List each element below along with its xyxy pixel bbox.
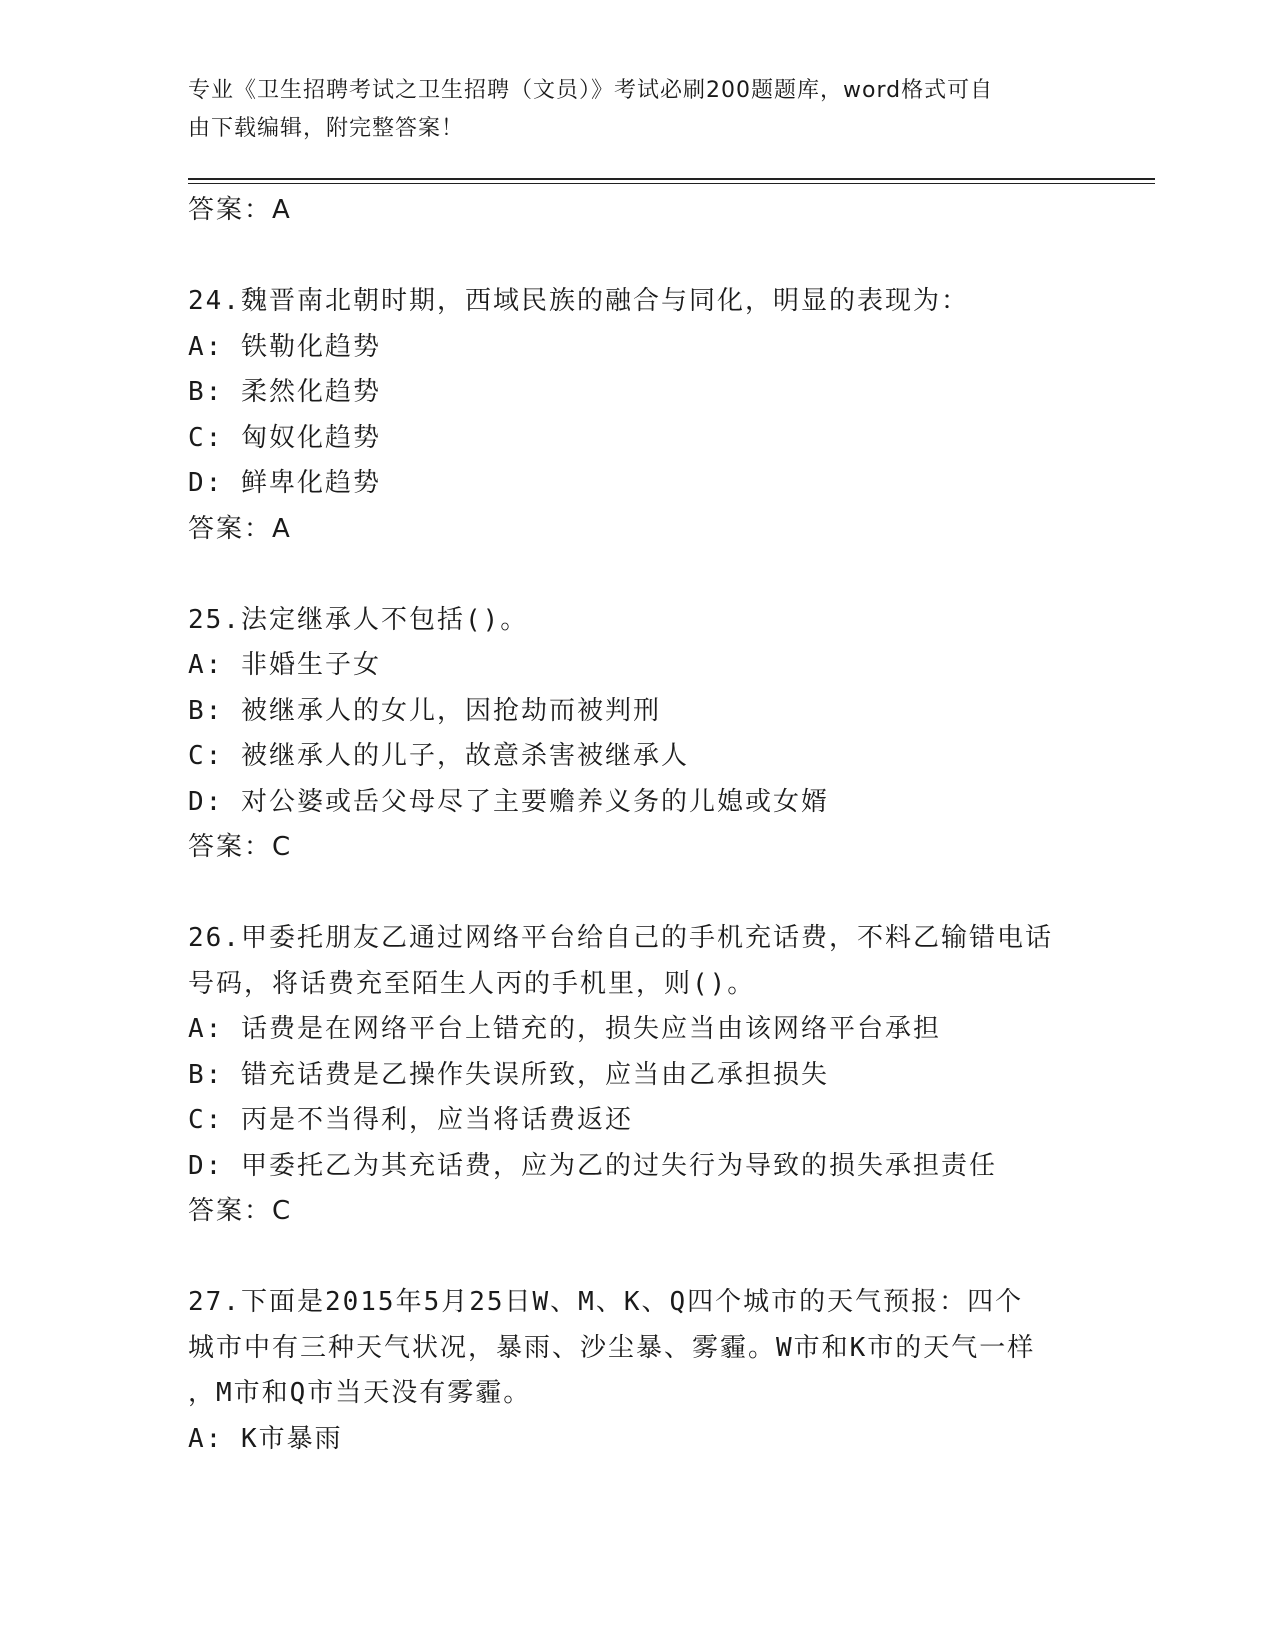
header-divider [188, 178, 1155, 180]
answer-line: 答案：A [188, 513, 292, 544]
question-27 [188, 1280, 1088, 1462]
question-text: ，M市和Q市当天没有雾霾。 [188, 1378, 532, 1408]
question-text: 27.下面是2015年5月25日W、M、K、Q四个城市的天气预报：四个 [188, 1287, 1024, 1317]
answer-line: 答案：C [188, 832, 293, 862]
option-c: C: 被继承人的儿子，故意杀害被继承人 [188, 741, 689, 771]
answer-line: 答案：C [188, 1196, 293, 1226]
document-body [188, 188, 1088, 1462]
spacer [188, 234, 1088, 280]
option-b: B: 被继承人的女儿，因抢劫而被判刑 [188, 695, 661, 726]
question-text: 城市中有三种天气状况，暴雨、沙尘暴、雾霾。W市和K市的天气一样 [188, 1332, 1036, 1363]
option-b: B: 柔然化趋势 [188, 377, 381, 407]
option-a: A: 话费是在网络平台上错充的，损失应当由该网络平台承担 [188, 1014, 941, 1044]
question-26 [188, 916, 1088, 1235]
question-text: 号码，将话费充至陌生人丙的手机里，则()。 [188, 968, 756, 999]
header-line-2: 由下载编辑，附完整答案！ [188, 116, 465, 141]
question-text: 25.法定继承人不包括()。 [188, 604, 529, 635]
option-c: C: 丙是不当得利，应当将话费返还 [188, 1105, 633, 1135]
option-a: A: 铁勒化趋势 [188, 331, 381, 362]
spacer [188, 552, 1088, 598]
option-d: D: 鲜卑化趋势 [188, 468, 381, 498]
question-24 [188, 279, 1088, 552]
option-d: D: 对公婆或岳父母尽了主要赡养义务的儿媳或女婿 [188, 786, 829, 817]
header-line-1: 专业《卫生招聘考试之卫生招聘（文员）》考试必刷200题题库，word格式可自 [188, 78, 994, 103]
answer-line: 答案：A [188, 195, 292, 225]
option-a: A: K市暴雨 [188, 1423, 343, 1454]
document-header [188, 72, 1068, 148]
spacer [188, 871, 1088, 917]
option-c: C: 匈奴化趋势 [188, 422, 381, 453]
spacer [188, 1235, 1088, 1281]
question-text: 24.魏晋南北朝时期，西域民族的融合与同化，明显的表现为： [188, 286, 969, 316]
option-b: B: 错充话费是乙操作失误所致，应当由乙承担损失 [188, 1059, 829, 1090]
option-d: D: 甲委托乙为其充话费，应为乙的过失行为导致的损失承担责任 [188, 1150, 997, 1181]
question-text: 26.甲委托朋友乙通过网络平台给自己的手机充话费，不料乙输错电话 [188, 923, 1053, 953]
header-divider-thin [188, 183, 1155, 184]
option-a: A: 非婚生子女 [188, 650, 381, 680]
question-25 [188, 598, 1088, 871]
